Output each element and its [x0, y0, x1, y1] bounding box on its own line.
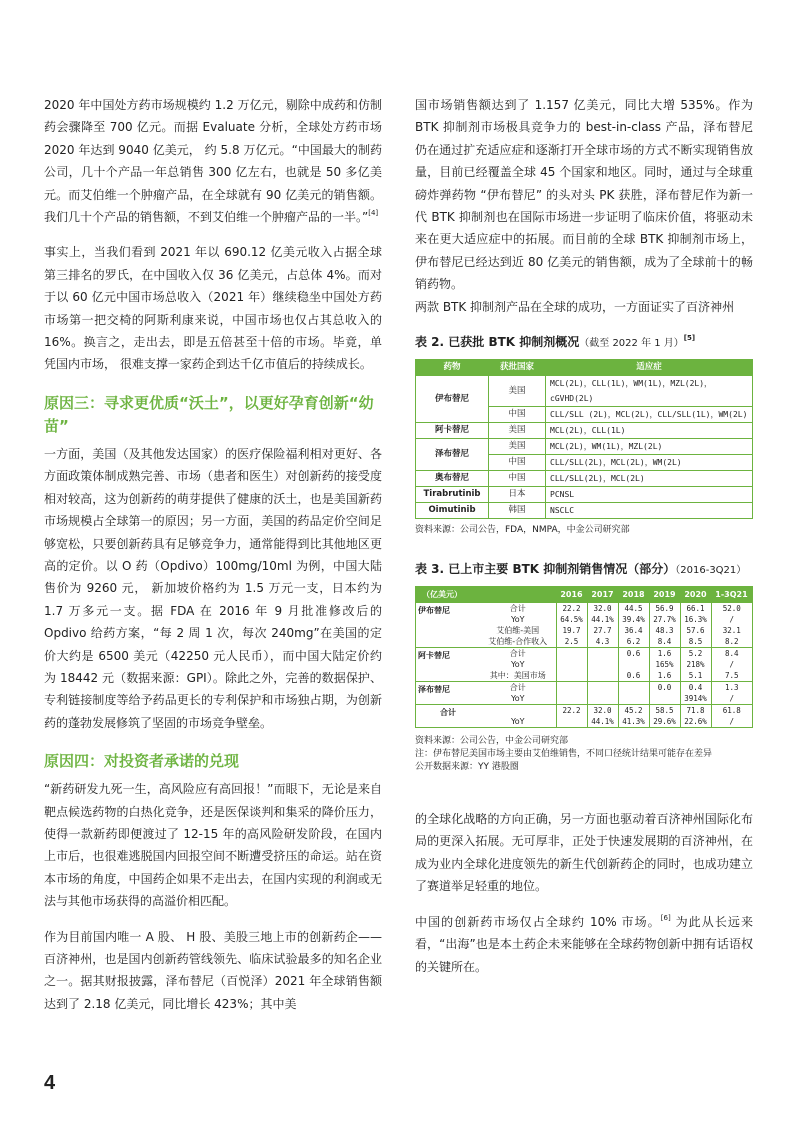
metric-cell: YoY: [510, 615, 525, 625]
value-cell: 27.7: [587, 625, 618, 636]
reference-mark: [6]: [660, 913, 671, 922]
paragraph: “新药研发九死一生，高风险应有高回报！”而眼下，无论是来自靶点候选药物的白热化竞争，还是医保谈判和集采的降价压力，使得一款新药即便渡过了 12-15 年的高风险研发阶段，在国内上市后，也很难逃脱国内回报空间不断遭受挤压的命运。站在资本市场的角度，中国药企如果不走出去，在国内实现的利润或无法与其他市场获得的高溢价相匹配。: [44, 782, 382, 909]
value-cell: /: [711, 716, 753, 728]
value-cell: 39.4%: [618, 614, 649, 625]
value-cell: 29.6%: [649, 716, 680, 728]
drug-cell: 伊布替尼: [416, 376, 489, 423]
value-cell: 44.1%: [587, 716, 618, 728]
value-cell: 58.5: [649, 705, 680, 717]
table-source: 资料来源：公司公告，FDA，NMPA，中金公司研究部: [415, 525, 630, 536]
paragraph: [415, 911, 753, 978]
value-cell: 27.7%: [649, 614, 680, 625]
left-column: [44, 94, 382, 1015]
value-cell: 0.6: [618, 670, 649, 682]
value-cell: [618, 682, 649, 694]
value-cell: [556, 693, 587, 705]
value-cell: 0.6: [618, 648, 649, 660]
metric-cell: 合计: [480, 648, 556, 660]
paragraph: 两款 BTK 抑制剂产品在全球的成功，一方面证实了百济神州: [415, 299, 735, 314]
value-cell: 44.5: [618, 603, 649, 615]
country-cell: 中国: [489, 407, 546, 423]
value-cell: 218%: [680, 659, 711, 670]
value-cell: [556, 670, 587, 682]
paragraph-text: 中国的创新药市场仅占全球约 10% 市场。: [415, 914, 661, 929]
column-header: 适应症: [546, 360, 753, 376]
drug-cell: 阿卡替尼: [416, 423, 489, 439]
value-cell: 66.1: [680, 603, 711, 615]
value-cell: [587, 693, 618, 705]
table-caption: [415, 561, 753, 579]
indication-cell: CLL/SLL(2L)，MCL(2L)，WM(2L): [546, 455, 753, 471]
value-cell: 5.1: [680, 670, 711, 682]
section-heading: 原因四：对投资者承诺的兑现: [44, 752, 240, 771]
value-cell: 71.8: [680, 705, 711, 717]
table-source: [415, 735, 753, 774]
indication-cell: CLL/SLL (2L)，MCL(2L)，CLL/SLL(1L)，WM(2L): [546, 407, 753, 423]
value-cell: 57.6: [680, 625, 711, 636]
indication-cell: PCNSL: [546, 487, 753, 503]
reference-mark: [5]: [683, 334, 696, 343]
value-cell: 1.6: [649, 648, 680, 660]
value-cell: 6.2: [618, 636, 649, 648]
drug-cell: 泽布替尼: [416, 682, 481, 705]
table-row: [416, 648, 753, 660]
country-cell: 中国: [489, 455, 546, 471]
value-cell: 61.8: [711, 705, 753, 717]
value-cell: 8.4: [649, 636, 680, 648]
indication-cell: NSCLC: [546, 503, 753, 519]
table-row: [416, 603, 753, 615]
value-cell: [587, 682, 618, 694]
metric-cell: YoY: [510, 694, 525, 704]
value-cell: 8.4: [711, 648, 753, 660]
metric-cell: YoY: [510, 717, 525, 727]
value-cell: [649, 693, 680, 705]
country-cell: 韩国: [489, 503, 546, 519]
value-cell: 44.1%: [587, 614, 618, 625]
indication-cell: MCL(2L)，WM(1L)，MZL(2L): [546, 439, 753, 455]
value-cell: 5.2: [680, 648, 711, 660]
section-heading: 原因三：寻求更优质“沃土”，以更好孕育创新“幼苗”: [44, 393, 374, 435]
value-cell: /: [711, 693, 753, 705]
drug-cell: 阿卡替尼: [416, 648, 481, 682]
country-cell: 中国: [489, 471, 546, 487]
value-cell: 32.1: [711, 625, 753, 636]
column-header: （亿美元）: [416, 586, 481, 603]
value-cell: 4.3: [587, 636, 618, 648]
btk-sales-table: [415, 586, 753, 728]
value-cell: 8.2: [711, 636, 753, 648]
right-column: [415, 94, 753, 991]
paragraph-text: 2020 年中国处方药市场规模约 1.2 万亿元，剔除中成药和仿制药会骤降至 700 亿元。而据 Evaluate 分析，全球处方药市场 2020 年达到 9040 亿美元， 约 5.8 万亿元。“中国最大的制药公司，几十个产品一年总销售 300 亿左右，也就是 50 多亿美元。而艾伯维一个肿瘤产品，在全球就有 90 亿美元的销售额。我们几十个产品的销售额，不到艾伯维一个肿瘤产品的一半。”: [44, 98, 382, 225]
value-cell: 64.5%: [556, 614, 587, 625]
value-cell: 1.3: [711, 682, 753, 694]
table-caption: [415, 334, 753, 352]
caption-text: 表 2. 已获批 BTK 抑制剂概况: [415, 335, 580, 350]
value-cell: [587, 659, 618, 670]
value-cell: 3914%: [680, 693, 711, 705]
value-cell: [618, 693, 649, 705]
value-cell: 8.5: [680, 636, 711, 648]
metric-cell: 艾伯维-美国: [496, 626, 540, 636]
value-cell: [587, 648, 618, 660]
value-cell: [556, 682, 587, 694]
value-cell: 32.0: [587, 603, 618, 615]
country-cell: 日本: [489, 487, 546, 503]
value-cell: 2.5: [556, 636, 587, 648]
table-row: [416, 423, 753, 439]
drug-cell: 奥布替尼: [416, 471, 489, 487]
value-cell: 41.3%: [618, 716, 649, 728]
value-cell: /: [711, 659, 753, 670]
table-row: [416, 503, 753, 519]
drug-cell: 伊布替尼: [416, 603, 481, 648]
paragraph: 事实上，当我们看到 2021 年以 690.12 亿美元收入占据全球第三排名的罗氏，在中国收入仅 36 亿美元，占总体 4%。而对于以 60 亿元中国市场总收入（2021 年）继续稳坐中国处方药市场第一把交椅的阿斯利康来说，中国市场也仅占其总收入的 16%。换言之，走出去，即是五倍甚至十倍的市场。毕竟，单凭国内市场， 很难支撑一家药企到达千亿市值后的持续成长。: [44, 245, 382, 372]
metric-cell: 合计: [480, 682, 556, 694]
column-header: 2017: [587, 586, 618, 603]
value-cell: 1.6: [649, 670, 680, 682]
caption-note: （截至 2022 年 1 月）: [579, 338, 684, 350]
value-cell: 56.9: [649, 603, 680, 615]
drug-cell: 合计: [416, 705, 481, 728]
value-cell: 52.0: [711, 603, 753, 615]
value-cell: 7.5: [711, 670, 753, 682]
paragraph: [44, 94, 382, 228]
value-cell: [556, 659, 587, 670]
value-cell: 0.4: [680, 682, 711, 694]
table-row: [416, 376, 753, 407]
column-header: 药物: [416, 360, 489, 376]
metric-cell: [480, 705, 556, 717]
table-row: [416, 705, 753, 717]
paragraph: 一方面，美国（及其他发达国家）的医疗保险福利相对更好、各方面政策体制成熟完善、市场（患者和医生）对创新药的接受度相对较高，这为创新药的萌芽提供了健康的沃土，也是美国新药市场规模占全球第一的原因；另一方面，美国的药品定价空间足够宽松，只要创新药具有足够竞争力，通常能得到比其他地区更高的定价。以 O 药（Opdivo）100mg/10ml 为例，中国大陆售价为 9260 元， 新加坡价格约为 1.5 万元一支，日本约为 1.7 万多元一支。据 FDA 在 2016 年 9 月批准修改后的 Opdivo 给药方案，“每 2 周 1 次，每次 240mg”在美国的定价大约是 6500 美元（42250 元人民币），而中国大陆定价约为 18442 元（数据来源：GPI）。除此之外，完善的数据保护、专利链接制度等给予药品更长的专利保护和市场独占期，为创新药的蓬勃发展修筑了坚固的市场竞争壁垒。: [44, 446, 382, 730]
column-header: 2020: [680, 586, 711, 603]
column-header: 获批国家: [489, 360, 546, 376]
source-line: 公开数据来源：YY 港股圈: [415, 762, 519, 773]
value-cell: 36.4: [618, 625, 649, 636]
country-cell: 美国: [489, 423, 546, 439]
metric-cell: 合计: [480, 603, 556, 615]
table-row: [416, 682, 753, 694]
table-row: [416, 439, 753, 455]
table-row: [416, 471, 753, 487]
metric-cell: 艾伯维-合作收入: [488, 637, 548, 647]
column-header: 1-3Q21: [711, 586, 753, 603]
value-cell: [618, 659, 649, 670]
country-cell: 美国: [489, 376, 546, 407]
value-cell: 22.2: [556, 705, 587, 717]
value-cell: [556, 648, 587, 660]
drug-cell: Oimutinib: [416, 503, 489, 519]
paragraph: 作为目前国内唯一 A 股、 H 股、美股三地上市的创新药企—— 百济神州，也是国内创新药管线领先、临床试验最多的知名企业之一。据其财报披露，泽布替尼（百悦泽）2021 年全球销售额达到了 2.18 亿美元，同比增长 423%；其中美: [44, 929, 382, 1011]
paragraph: 国市场销售额达到了 1.157 亿美元，同比大增 535%。作为 BTK 抑制剂市场极具竞争力的 best-in-class 产品，泽布替尼仍在通过扩充适应症和逐渐打开全球市场的方式不断实现销售放量，目前已经覆盖全球 45 个国家和地区。同时，通过与全球重磅炸弹药物 “伊布替尼” 的头对头 PK 获胜，泽布替尼作为新一代 BTK 抑制剂也在国际市场进一步证明了临床价值，将驱动未来在更大适应症中的拓展。而目前的全球 BTK 抑制剂市场上，伊布替尼已经达到近 80 亿美元的销售额，成为了全球前十的畅销药物。: [415, 98, 753, 292]
source-note: 注：伊布替尼美国市场主要由艾伯维销售，不同口径统计结果可能存在差异: [415, 749, 713, 760]
column-header: 2019: [649, 586, 680, 603]
column-header: 2018: [618, 586, 649, 603]
value-cell: 45.2: [618, 705, 649, 717]
value-cell: /: [711, 614, 753, 625]
metric-cell: YoY: [510, 660, 525, 670]
value-cell: 0.0: [649, 682, 680, 694]
metric-cell: 其中：美国市场: [489, 671, 546, 681]
page-number: 4: [44, 1072, 56, 1094]
btk-approval-table: [415, 359, 753, 519]
reference-mark: [4]: [368, 209, 379, 218]
value-cell: 48.3: [649, 625, 680, 636]
caption-text: 表 3. 已上市主要 BTK 抑制剂销售情况（部分）: [415, 562, 676, 577]
value-cell: 165%: [649, 659, 680, 670]
value-cell: [556, 716, 587, 728]
indication-cell: CLL/SLL(2L)，MCL(2L): [546, 471, 753, 487]
value-cell: 32.0: [587, 705, 618, 717]
value-cell: 19.7: [556, 625, 587, 636]
column-header: [480, 586, 556, 603]
paragraph: 的全球化战略的方向正确，另一方面也驱动着百济神州国际化布局的更深入拓展。无可厚非，正处于快速发展期的百济神州，在成为业内全球化进度领先的新生代创新药企的同时，也成功建立了赛道举足轻重的地位。: [415, 812, 753, 894]
table-row: [416, 487, 753, 503]
indication-cell: MCL(2L)，CLL(1L): [546, 423, 753, 439]
drug-cell: Tirabrutinib: [416, 487, 489, 503]
value-cell: [587, 670, 618, 682]
value-cell: 22.6%: [680, 716, 711, 728]
source-line: 资料来源：公司公告，中金公司研究部: [415, 736, 569, 747]
column-header: 2016: [556, 586, 587, 603]
country-cell: 美国: [489, 439, 546, 455]
drug-cell: 泽布替尼: [416, 439, 489, 471]
caption-note: （2016-3Q21）: [675, 565, 747, 577]
paragraph-text: 为此从长远来看，“出海”也是本土药企未来能够在全球药物创新中拥有话语权的关键所在。: [415, 914, 753, 974]
value-cell: 22.2: [556, 603, 587, 615]
value-cell: 16.3%: [680, 614, 711, 625]
indication-cell: MCL(2L)，CLL(1L)，WM(1L)，MZL(2L)，cGVHD(2L): [546, 376, 753, 407]
